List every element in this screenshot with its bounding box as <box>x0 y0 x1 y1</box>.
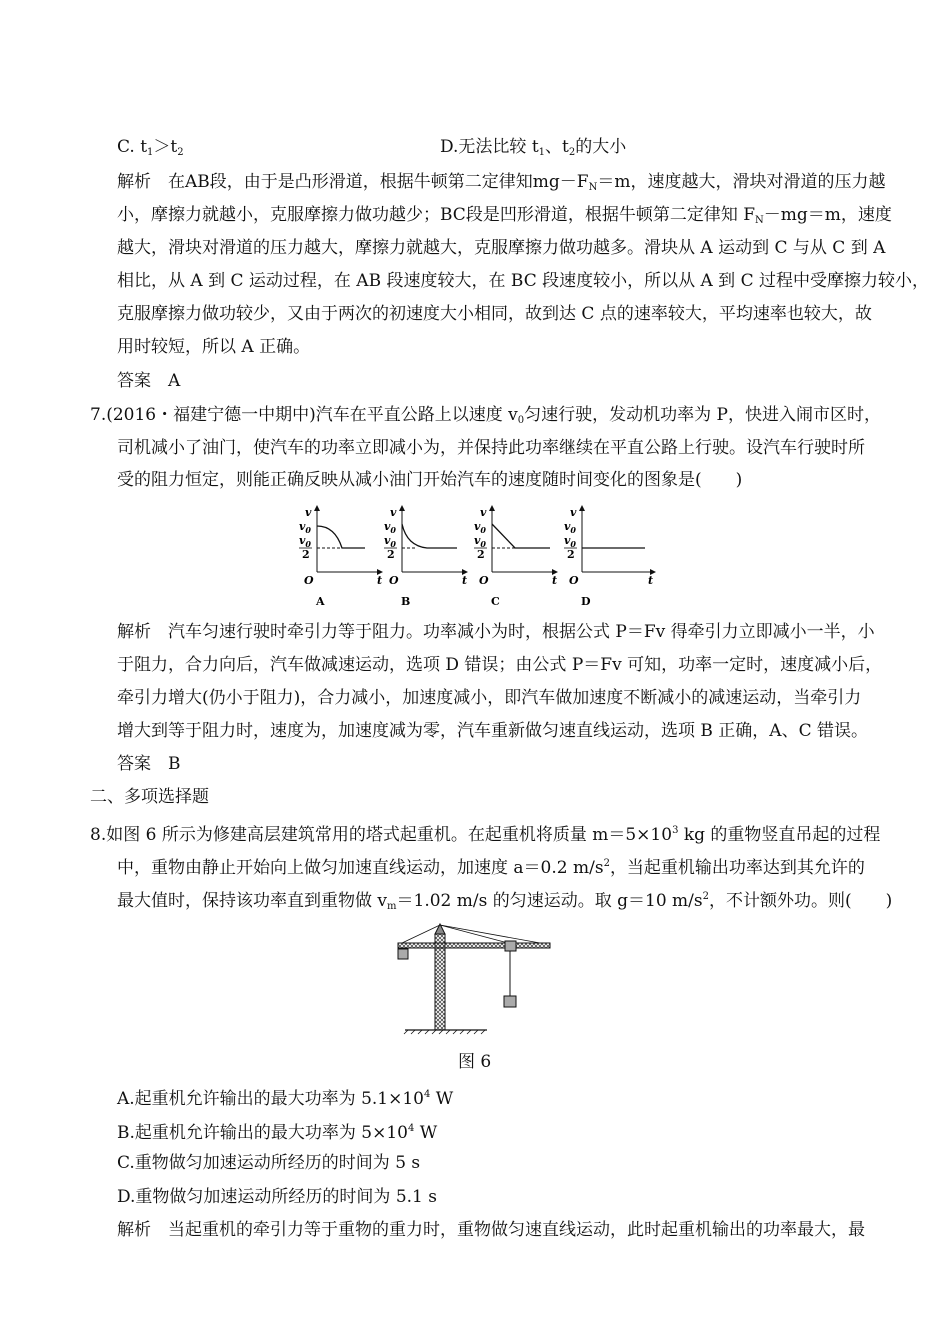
graph-label: A <box>316 595 325 608</box>
q6-analysis-line: 小，摩擦力就越小，克服摩擦力做功越少；BC段是凹形滑道，根据牛顿第二定律知 $F_N-mg=m$，速度 <box>117 205 892 226</box>
graph-t-label: t <box>648 574 654 587</box>
graph-origin: O <box>479 574 489 587</box>
q7-analysis-line: 于阻力，合力向后，汽车做减速运动，选项 D 错误；由公式 P＝Fv 可知，功率一定时，速度减小后， <box>117 655 883 675</box>
q7-analysis-line: 增大到等于阻力时，速度为，加速度减为零，汽车重新做匀速直线运动，选项 B 正确，A、C 错误。 <box>117 721 868 741</box>
section-heading: 二、多项选择题 <box>90 787 209 807</box>
q7-stem-line: 7.(2016・福建宁德一中期中)汽车在平直公路上以速度 $v_0$匀速行驶，发动机功率为 P，快进入闹市区时， <box>90 405 881 426</box>
graph-t-label: t <box>462 574 468 587</box>
q7-analysis-line: 解析 汽车匀速行驶时牵引力等于阻力。功率减小为时，根据公式 P＝Fv 得牵引力立即减小一半，小 <box>117 622 875 642</box>
graph-v-label: v <box>390 506 397 519</box>
graph-b <box>384 506 467 608</box>
q8-option-c: C.重物做匀加速运动所经历的时间为 5 s <box>117 1153 421 1173</box>
option-c: C. $t_1>t_2$ <box>117 137 184 158</box>
graph-v-label: v <box>570 506 577 519</box>
graph-c <box>474 506 557 608</box>
q7-analysis-line: 牵引力增大(仍小于阻力)，合力减小，加速度减小，即汽车做加速度不断减小的减速运动，当牵引力 <box>117 688 862 708</box>
q8-stem-line: 中，重物由静止开始向上做匀加速直线运动，加速度 a＝0.2 $m/s^2$，当起重机输出功率达到其允许的 <box>117 858 865 878</box>
figure-caption: 图 6 <box>458 1052 492 1072</box>
q8-option-d: D.重物做匀加速运动所经历的时间为 5.1 s <box>117 1187 437 1207</box>
graph-half-num: $v_0$ <box>564 534 576 549</box>
graph-v0-label: $v_0$ <box>564 520 576 535</box>
graph-half-den: 2 <box>302 548 310 561</box>
graph-v0-label: $v_0$ <box>474 520 486 535</box>
q8-option-a: A.起重机允许输出的最大功率为 $5.1\times 10^4$ W <box>117 1089 454 1109</box>
option-d: D.无法比较 $t_1$、$t_2$的大小 <box>440 137 627 158</box>
graph-label: D <box>581 595 591 608</box>
q7-graphs <box>280 504 680 614</box>
q6-answer: 答案 A <box>117 371 181 391</box>
crane-figure <box>390 920 560 1035</box>
graph-origin: O <box>304 574 314 587</box>
q6-analysis-line: 用时较短，所以 A 正确。 <box>117 337 311 357</box>
graph-half-den: 2 <box>387 548 395 561</box>
graph-half-num: $v_0$ <box>299 534 311 549</box>
graph-d <box>564 506 653 608</box>
graph-origin: O <box>389 574 399 587</box>
graph-v0-label: $v_0$ <box>299 520 311 535</box>
q6-analysis-line: 解析 在AB段，由于是凸形滑道，根据牛顿第二定律知$mg-F_N=m$，速度越大，滑块对滑道的压力越 <box>117 172 886 193</box>
graph-half-num: $v_0$ <box>474 534 486 549</box>
graph-a <box>299 506 382 608</box>
graph-half-num: $v_0$ <box>384 534 396 549</box>
graph-v-label: v <box>480 506 487 519</box>
q8-option-b: B.起重机允许输出的最大功率为 $5\times 10^4$ W <box>117 1123 438 1143</box>
q8-stem-line: 8.如图 6 所示为修建高层建筑常用的塔式起重机。在起重机将质量 $m=5\times 10^3$ kg 的重物竖直吊起的过程 <box>90 825 881 845</box>
q6-analysis-line: 相比，从 A 到 C 运动过程，在 AB 段速度较大，在 BC 段速度较小，所以从 A 到 C 过程中受摩擦力较小， <box>117 271 929 291</box>
q7-stem-line: 受的阻力恒定，则能正确反映从减小油门开始汽车的速度随时间变化的图象是( ) <box>117 470 743 490</box>
graph-v-label: v <box>305 506 312 519</box>
graph-label: C <box>491 595 500 608</box>
q6-analysis-line: 克服摩擦力做功较少，又由于两次的初速度大小相同，故到达 C 点的速率较大，平均速率也较大，故 <box>117 304 872 324</box>
graph-t-label: t <box>552 574 558 587</box>
graph-t-label: t <box>377 574 383 587</box>
q8-stem-line: 最大值时，保持该功率直到重物做 $v_m=1.02$ m/s 的匀速运动。取 g＝10 $m/s^2$，不计额外功。则( ) <box>117 891 893 912</box>
graph-half-den: 2 <box>567 548 575 561</box>
q8-analysis-line: 解析 当起重机的牵引力等于重物的重力时，重物做匀速直线运动，此时起重机输出的功率最大，最 <box>117 1220 865 1240</box>
graph-half-den: 2 <box>477 548 485 561</box>
graph-label: B <box>401 595 411 608</box>
graph-v0-label: $v_0$ <box>384 520 396 535</box>
graph-origin: O <box>569 574 579 587</box>
q6-analysis-line: 越大，滑块对滑道的压力越大，摩擦力就越大，克服摩擦力做功越多。滑块从 A 运动到 C 与从 C 到 A <box>117 238 886 258</box>
q7-stem-line: 司机减小了油门，使汽车的功率立即减小为，并保持此功率继续在平直公路上行驶。设汽车行驶时所 <box>117 438 865 458</box>
q7-answer: 答案 B <box>117 754 181 774</box>
